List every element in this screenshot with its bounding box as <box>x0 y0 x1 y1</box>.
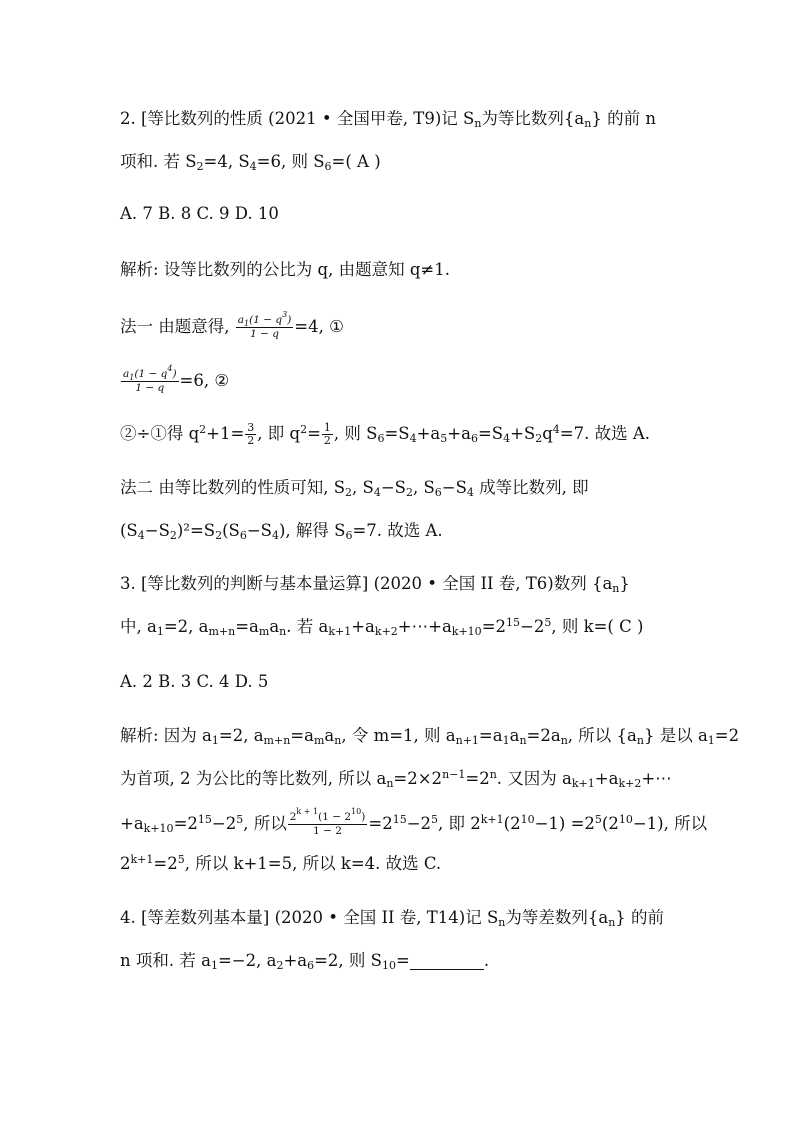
q2-method1: 法一 由题意得, $\frac{a_1(1 - q^3)}{1 - q}$ =4, ① <box>120 310 344 340</box>
q2-stem-line1: 2. [等比数列的性质 (2021 • 全国甲卷, T9)记 $S_n$为等比数列$\{a_n\}$ 的前 n <box>120 109 656 130</box>
answer-blank[interactable] <box>410 953 484 970</box>
q3-analysis-line4: $2^{k+1}=2^5$, 所以 k+1=5, 所以 k=4. 故选 C. <box>120 853 442 873</box>
q2-options: A. 7 B. 8 C. 9 D. 10 <box>120 204 279 223</box>
fraction-three-halves: $\frac{3}{2}$ <box>247 421 255 447</box>
q3-analysis-line3: $+a_{k+10}=2^{15}-2^5$, 所以 $\frac{2^{k + 1}(1 - 2^{10})}{1 - 2}$ $=2^{15}-2^5$, 即 $2^{k+1}(2^{10}-1) =2^5(2^{10}-1)$, 所以 <box>120 807 708 837</box>
q3-analysis-line1: 解析: 因为 $a_1=2$, $a_{m+n}=a_ma_n$, 令 m=1, 则 $a_{n+1}=a_1a_n=2a_n$, 所以 $\{a_n\}$ 是以 $a_1=2$ <box>120 726 740 747</box>
q2-method1-fraction: $\frac{a_1(1 - q^3)}{1 - q}$ <box>237 310 292 340</box>
q2-analysis: 解析: 设等比数列的公比为 q, 由题意知 q≠1. <box>120 260 450 279</box>
q2-eq2-fraction: $\frac{a_1(1 - q^4)}{1 - q}$ <box>123 364 177 394</box>
q4-stem-line2: n 项和. 若 $a_1=-2$, $a_2+a_6=2$, 则 $S_{10}=$ . <box>120 951 490 972</box>
q3-sum-fraction: $\frac{2^{k + 1}(1 - 2^{10})}{1 - 2}$ <box>289 807 366 837</box>
q2-method2-line1: 法二 由等比数列的性质可知, $S_2$, $S_4-S_2$, $S_6-S_4$ 成等比数列, 即 <box>120 478 589 499</box>
q3-analysis-line2: 为首项, 2 为公比的等比数列, 所以 $a_n=2\times 2^{n-1}=2^n$. 又因为 $a_{k+1}+a_{k+2}+\cdots$ <box>120 768 672 790</box>
q3-stem-line2: 中, $a_1=2$, $a_{m+n}=a_ma_n$. 若 $a_{k+1}+a_{k+2}+\cdots+a_{k+10}=2^{15}-2^5$, 则 k=( C ) <box>120 616 644 638</box>
q2-divide: ②÷①得 $q^2+1=$ $\frac{3}{2}$ , 即 $q^2=$ $\frac{1}{2}$ , 则 $S_6=S_4+a_5+a_6=S_4+S_2q^4=7$. 故选 A. <box>120 421 651 447</box>
q2-method2-line2: $(S_4-S_2)^2=S_2(S_6-S_4)$, 解得 $S_6=7$. 故选 A. <box>120 521 443 542</box>
q2-stem-line2: 项和. 若 $S_2=4$, $S_4=6$, 则 $S_6=$( A ) <box>120 152 381 173</box>
fraction-one-half: $\frac{1}{2}$ <box>323 421 331 447</box>
q4-stem-line1: 4. [等差数列基本量] (2020 • 全国 II 卷, T14)记 $S_n$为等差数列$\{a_n\}$ 的前 <box>120 908 665 929</box>
q3-stem-line1: 3. [等比数列的判断与基本量运算] (2020 • 全国 II 卷, T6)数列 $\{a_n\}$ <box>120 574 630 595</box>
q2-eq2: $\frac{a_1(1 - q^4)}{1 - q}$ =6, ② <box>123 364 230 394</box>
q3-options: A. 2 B. 3 C. 4 D. 5 <box>120 672 269 691</box>
